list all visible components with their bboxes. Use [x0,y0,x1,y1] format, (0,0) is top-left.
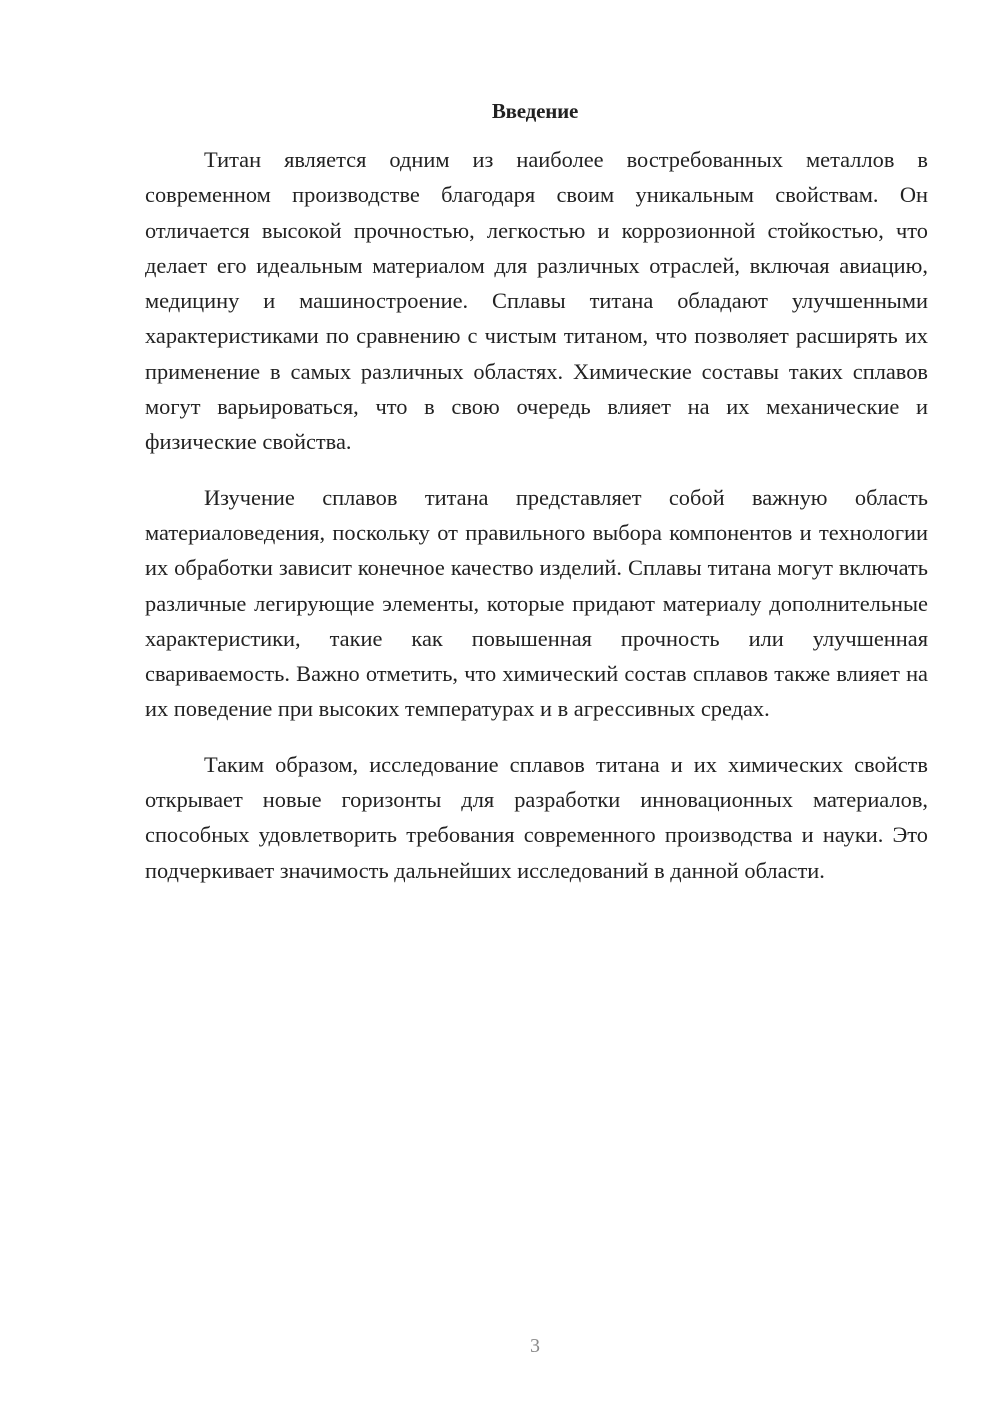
paragraph-1: Титан является одним из наиболее востребованных металлов в современном производстве благодаря своим уникальным свойствам. Он отличается высокой прочностью, легкостью и коррозионной стойкостью, что делает его идеальным материалом для различных отраслей, включая авиацию, медицину и машиностроение. Сплавы титана обладают улучшенными характеристиками по сравнению с чистым титаном, что позволяет расширять их применение в самых различных областях. Химические составы таких сплавов могут варьироваться, что в свою очередь влияет на их механические и физические свойства. [145,147,928,455]
section-heading: Введение [491,99,579,123]
paragraph-2: Изучение сплавов титана представляет собой важную область материаловедения, поскольку от правильного выбора компонентов и технологии их обработки зависит конечное качество изделий. Сплавы титана могут включать различные легирующие элементы, которые придают материалу дополнительные характеристики, такие как повышенная прочность или улучшенная свариваемость. Важно отметить, что химический состав сплавов также влияет на их поведение при высоких температурах и в агрессивных средах. [145,484,928,722]
paragraph-3: Таким образом, исследование сплавов титана и их химических свойств открывает новые горизонты для разработки инновационных материалов, способных удовлетворить требования современного производства и науки. Это подчеркивает значимость дальнейших исследований в данной области. [145,751,928,883]
body-text [145,142,928,908]
page-number: 3 [530,1335,540,1357]
